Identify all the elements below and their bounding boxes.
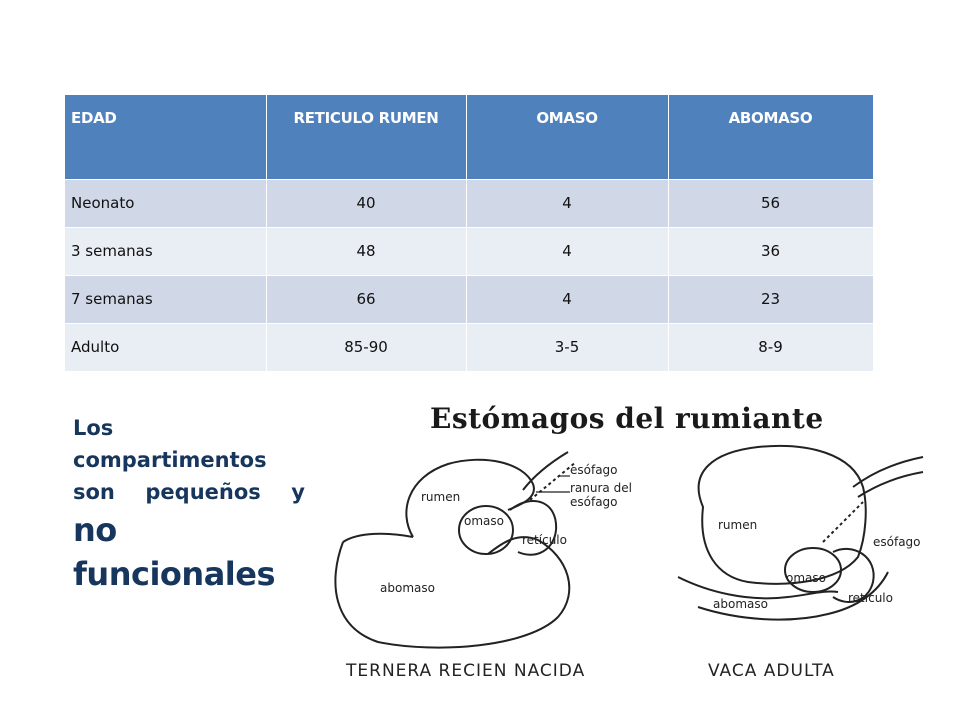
cell-abomaso: 23	[668, 275, 873, 323]
cell-edad: Adulto	[65, 323, 266, 371]
table-header-row	[65, 95, 873, 179]
caption-line-1: Los	[73, 416, 114, 440]
calf-ranura-label-1: ranura del	[570, 481, 632, 495]
cell-edad: Neonato	[65, 179, 266, 227]
calf-reticulo-label: retículo	[522, 533, 567, 547]
cell-reticulo-rumen: 40	[266, 179, 466, 227]
cell-omaso: 4	[466, 227, 668, 275]
calf-omaso-label: omaso	[464, 514, 504, 528]
slide-caption	[73, 412, 313, 596]
caption-word-pequenos: pequeños	[145, 480, 261, 504]
table-row	[65, 323, 873, 371]
cell-reticulo-rumen: 66	[266, 275, 466, 323]
cow-reticulo-label: retículo	[848, 591, 893, 605]
cell-omaso: 4	[466, 179, 668, 227]
caption-line-4: no	[73, 511, 117, 549]
cell-edad: 3 semanas	[65, 227, 266, 275]
ruminant-stomach-illustration	[318, 392, 938, 692]
cell-omaso: 4	[466, 275, 668, 323]
stomach-proportions-table	[65, 95, 874, 371]
cow-abomaso-label: abomaso	[713, 597, 768, 611]
calf-stomach-drawing	[335, 452, 576, 648]
calf-esophagus	[523, 452, 568, 490]
header-omaso: OMASO	[466, 95, 668, 179]
caption-word-son: son	[73, 480, 115, 504]
table-row	[65, 227, 873, 275]
header-reticulo-rumen: RETICULO RUMEN	[266, 95, 466, 179]
cow-esofago-label: esófago	[873, 535, 921, 549]
caption-line-2: compartimentos	[73, 448, 267, 472]
calf-rumen-label: rumen	[421, 490, 461, 504]
cell-omaso: 3-5	[466, 323, 668, 371]
calf-abomaso-label: abomaso	[380, 581, 435, 595]
header-edad: EDAD	[65, 95, 266, 179]
table-row	[65, 179, 873, 227]
cow-caption: VACA ADULTA	[708, 661, 835, 681]
cow-rumen-label: rumen	[718, 518, 758, 532]
cow-esophagus-lower	[858, 472, 923, 497]
cow-esophageal-groove	[823, 502, 863, 542]
cell-reticulo-rumen: 85-90	[266, 323, 466, 371]
calf-abomaso-top	[343, 534, 413, 542]
calf-caption: TERNERA RECIEN NACIDA	[346, 661, 586, 681]
cell-abomaso: 36	[668, 227, 873, 275]
calf-ranura-label-2: esófago	[570, 495, 618, 509]
caption-line-5: funcionales	[73, 555, 275, 593]
calf-esofago-label: esófago	[570, 463, 618, 477]
cell-abomaso: 56	[668, 179, 873, 227]
cell-abomaso: 8-9	[668, 323, 873, 371]
header-abomaso: ABOMASO	[668, 95, 873, 179]
cow-omaso-label: omaso	[786, 571, 826, 585]
cell-edad: 7 semanas	[65, 275, 266, 323]
figure-title: Estómagos del rumiante	[430, 402, 824, 435]
caption-word-y: y	[291, 480, 305, 504]
table-row	[65, 275, 873, 323]
cell-reticulo-rumen: 48	[266, 227, 466, 275]
cow-omaso-outline	[785, 548, 841, 592]
caption-line-3	[73, 476, 305, 508]
